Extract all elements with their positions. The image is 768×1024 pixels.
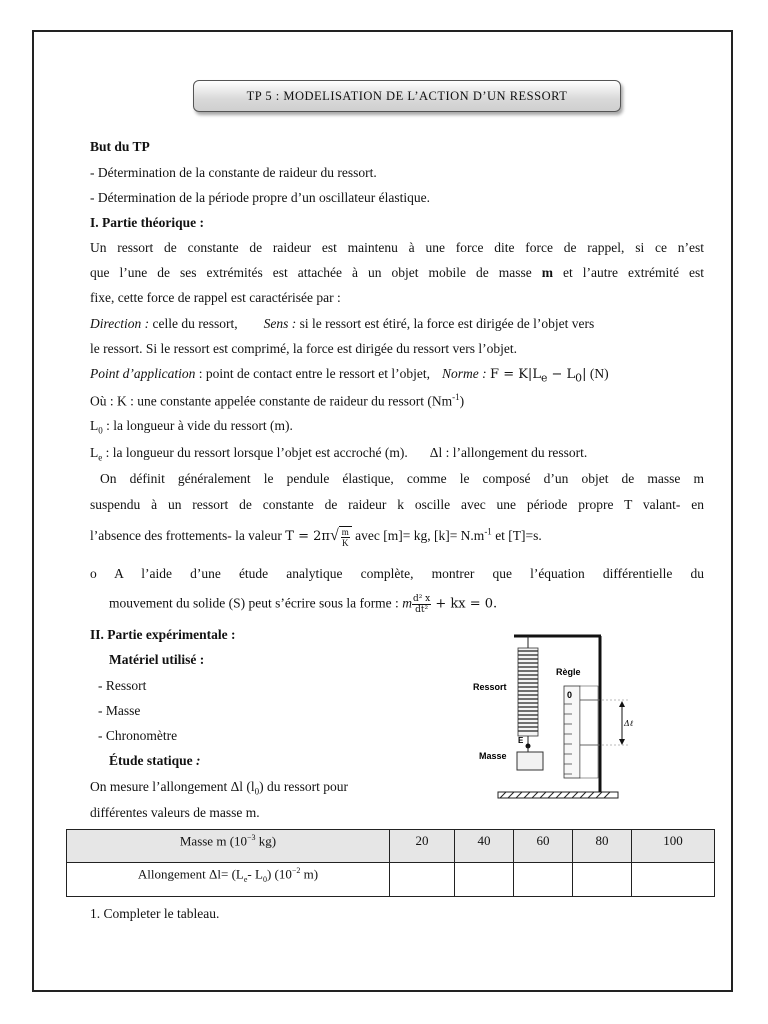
table-header-allongement bbox=[67, 863, 390, 897]
subscript: 0 bbox=[262, 874, 267, 884]
subscript: 0 bbox=[98, 425, 103, 436]
page-title bbox=[193, 80, 621, 112]
page-title-text: TP 5 : MODELISATION DE L’ACTION D’UN RESSORT bbox=[246, 88, 568, 103]
fraction-num: m bbox=[341, 527, 349, 537]
exponent: −3 bbox=[247, 833, 256, 842]
sens-text: si le ressort est étiré, la force est dirigée de l’objet vers bbox=[296, 316, 595, 331]
materiel-item-ressort: - Ressort bbox=[98, 678, 147, 693]
text-span: et l’autre extrémité est bbox=[553, 265, 704, 280]
text-span: ) (10 bbox=[266, 866, 292, 882]
text-span: ) du ressort pour bbox=[259, 779, 348, 794]
l0-definition bbox=[90, 418, 293, 436]
sqrt-sign: √ bbox=[329, 527, 339, 545]
materiel-item-masse: - Masse bbox=[98, 703, 141, 718]
etude-statique-heading bbox=[109, 753, 201, 769]
but-item-2: - Détermination de la période propre d’un oscillateur élastique. bbox=[90, 190, 430, 205]
fraction-m-k bbox=[341, 527, 350, 548]
text-span: Allongement Δl= (L bbox=[137, 866, 244, 882]
formula-part: − L bbox=[547, 367, 576, 382]
pendule-line1: On définit généralement le pendule élastique, comme le composé d’un objet de masse m bbox=[100, 471, 704, 486]
formula-sub: 0 bbox=[575, 371, 583, 385]
point-application-label: Point d’application bbox=[90, 366, 196, 381]
text-span: On mesure l’allongement Δl (l bbox=[90, 779, 255, 794]
mesure-line1 bbox=[90, 779, 348, 797]
norme-label: Norme : bbox=[442, 366, 487, 381]
table-cell-mass: 60 bbox=[514, 830, 573, 863]
mass-symbol: m bbox=[541, 265, 554, 280]
text-span: Étude statique bbox=[109, 753, 197, 768]
table-cell-empty[interactable] bbox=[455, 863, 514, 897]
theorie-p1-line2 bbox=[90, 265, 704, 281]
direction-line2: le ressort. Si le ressort est comprimé, la force est dirigée du ressort vers l’objet. bbox=[90, 341, 517, 356]
formula-part: | bbox=[582, 367, 587, 382]
eq-rest: + kx = 0. bbox=[431, 596, 498, 612]
text-span: que l’une de ses extrémités est attachée à un objet mobile de masse bbox=[90, 265, 542, 280]
text-span: kg) bbox=[255, 833, 277, 849]
sqrt-content bbox=[339, 526, 352, 548]
subscript: e bbox=[243, 874, 248, 884]
point-application-line bbox=[90, 366, 609, 385]
text-span: : la longueur à vide du ressort (m). bbox=[102, 418, 293, 433]
label-regle: Règle bbox=[556, 667, 581, 677]
exponent: −2 bbox=[291, 866, 301, 875]
label-delta: Δℓ bbox=[624, 719, 634, 728]
arrow-head-down bbox=[619, 739, 625, 745]
arrow-head-up bbox=[619, 701, 625, 707]
text-span: : bbox=[196, 753, 201, 768]
but-heading: But du TP bbox=[90, 139, 150, 154]
k-definition bbox=[90, 392, 464, 410]
direction-line bbox=[90, 316, 594, 332]
label-e: E bbox=[518, 736, 524, 745]
text-span: avec [m]= kg, [k]= N.m bbox=[351, 528, 485, 544]
mass-block bbox=[517, 752, 543, 770]
text-span: mouvement du solide (S) peut s’écrire sous la forme : bbox=[109, 595, 403, 611]
theorie-heading: I. Partie théorique : bbox=[90, 215, 204, 230]
sens-label: Sens : bbox=[263, 316, 297, 331]
bullet-question-line1: o A l’aide d’une étude analytique complète, montrer que l’équation différentielle du bbox=[90, 566, 704, 581]
direction-label: Direction : bbox=[90, 316, 150, 331]
but-item-1: - Détermination de la constante de raideur du ressort. bbox=[90, 165, 377, 180]
eq-m: m bbox=[402, 595, 412, 611]
spring-diagram bbox=[468, 630, 638, 808]
exponent: -1 bbox=[452, 392, 460, 402]
label-zero: 0 bbox=[567, 690, 573, 700]
materiel-heading: Matériel utilisé : bbox=[109, 652, 205, 667]
point-application-text: : point de contact entre le ressort et l’objet, bbox=[195, 366, 431, 381]
text-span: et [T]=s. bbox=[491, 528, 542, 544]
ground bbox=[498, 792, 618, 798]
experimental-heading: II. Partie expérimentale : bbox=[90, 627, 236, 642]
text-span: - L bbox=[247, 866, 263, 882]
subscript: e bbox=[98, 452, 103, 463]
table-cell-empty[interactable] bbox=[573, 863, 632, 897]
symbol: L bbox=[90, 445, 99, 460]
label-ressort: Ressort bbox=[473, 682, 507, 692]
bullet-question-line2 bbox=[109, 594, 497, 615]
table-cell-mass: 40 bbox=[455, 830, 514, 863]
text-span: ) bbox=[459, 393, 465, 409]
theorie-p1-line3: fixe, cette force de rappel est caractérisée par : bbox=[90, 290, 341, 305]
text-span: m) bbox=[300, 866, 319, 882]
table-cell-empty[interactable] bbox=[390, 863, 455, 897]
table-row-masses bbox=[67, 830, 715, 863]
table-row-allongement bbox=[67, 863, 715, 897]
measurement-table bbox=[66, 829, 715, 897]
eq-fraction bbox=[412, 594, 431, 615]
pendule-line2: suspendu à un ressort de constante de raideur k oscille avec une période propre T valant- en bbox=[90, 497, 704, 512]
text-span: : la longueur du ressort lorsque l’objet est accroché (m). bbox=[102, 445, 408, 460]
table-cell-mass: 20 bbox=[390, 830, 455, 863]
period-formula: T = 2π bbox=[285, 529, 330, 545]
delta-l-definition: Δl : l’allongement du ressort. bbox=[429, 445, 588, 460]
table-header-masse bbox=[67, 830, 390, 863]
exponent: -1 bbox=[484, 526, 492, 537]
symbol: L bbox=[90, 418, 99, 433]
direction-text: celle du ressort, bbox=[149, 316, 238, 331]
norme-formula bbox=[490, 367, 587, 385]
text-span: Masse m (10 bbox=[179, 833, 248, 849]
subscript: 0 bbox=[254, 786, 260, 797]
fraction-num: d² x bbox=[412, 594, 431, 604]
label-masse: Masse bbox=[479, 751, 507, 761]
question-1: 1. Completer le tableau. bbox=[90, 906, 220, 921]
text-span: l’absence des frottements- la valeur bbox=[90, 528, 286, 544]
theorie-p1-line1: Un ressort de constante de raideur est maintenu à une force dite force de rappel, si ce n’est bbox=[90, 240, 704, 255]
table-cell-empty[interactable] bbox=[514, 863, 573, 897]
spring-coils bbox=[518, 651, 538, 731]
le-definition bbox=[90, 445, 587, 463]
norme-unit: (N) bbox=[586, 366, 609, 381]
fraction-den: K bbox=[341, 538, 349, 548]
table-cell-empty[interactable] bbox=[632, 863, 715, 897]
materiel-item-chronometre: - Chronomètre bbox=[98, 728, 178, 743]
pendule-line3 bbox=[90, 526, 542, 548]
formula-part: F = K|L bbox=[490, 367, 541, 382]
fraction-den: dt² bbox=[415, 605, 429, 615]
table-cell-mass: 80 bbox=[573, 830, 632, 863]
text-span: Où : K : une constante appelée constante de raideur du ressort (Nm bbox=[90, 393, 453, 409]
table-cell-mass: 100 bbox=[632, 830, 715, 863]
mesure-line2: différentes valeurs de masse m. bbox=[90, 805, 260, 820]
formula-sub: e bbox=[540, 371, 548, 385]
